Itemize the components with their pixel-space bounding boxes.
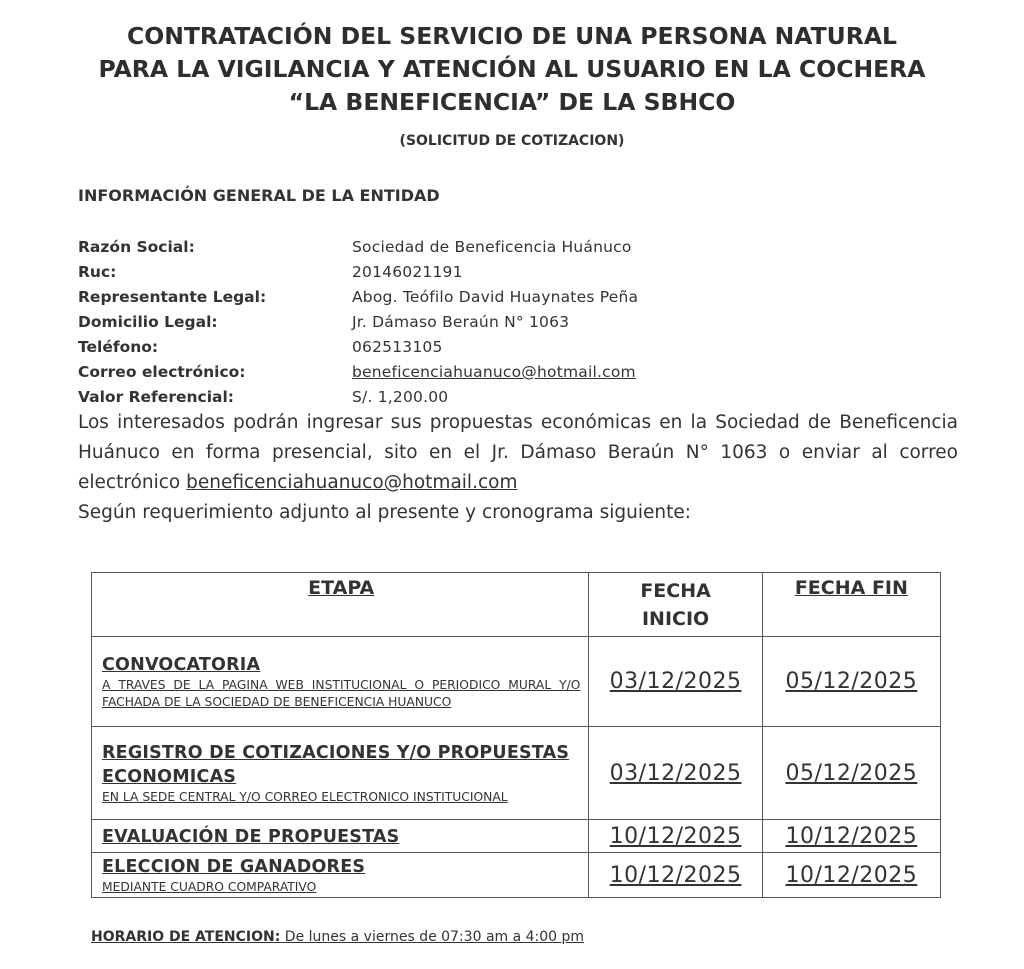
header-fecha-inicio-text: FECHA INICIO	[640, 580, 711, 630]
info-row-razon-social	[78, 235, 638, 260]
office-hours-text: De lunes a viernes de 07:30 am a 4:00 pm	[284, 929, 585, 945]
etapa-title: EVALUACIÓN DE PROPUESTAS	[102, 826, 400, 847]
info-value: Jr. Dámaso Beraún N° 1063	[352, 313, 570, 331]
table-row	[92, 727, 941, 820]
info-value: Abog. Teófilo David Huaynates Peña	[352, 288, 639, 306]
info-label: Teléfono:	[78, 338, 159, 356]
section-heading: INFORMACIÓN GENERAL DE LA ENTIDAD	[78, 186, 440, 205]
info-label: Representante Legal:	[78, 288, 267, 306]
etapa-title: ELECCION DE GANADORES	[102, 857, 366, 877]
table-row	[92, 637, 941, 727]
info-row-ruc	[78, 260, 638, 285]
info-row-correo	[78, 360, 638, 385]
table-header-row	[92, 573, 941, 637]
table-row	[92, 820, 941, 853]
info-row-valor	[78, 385, 638, 410]
instructions-paragraph	[78, 408, 958, 528]
instructions-line-2: Según requerimiento adjunto al presente y cronograma siguiente:	[78, 502, 692, 523]
office-hours	[91, 929, 584, 945]
schedule-table	[91, 572, 941, 898]
etapa-desc: EN LA SEDE CENTRAL Y/O CORREO ELECTRONICO INSTITUCIONAL	[102, 790, 508, 804]
info-label: Domicilio Legal:	[78, 313, 218, 331]
fecha-fin-cell: 10/12/2025	[762, 820, 940, 853]
info-label: Valor Referencial:	[78, 388, 234, 406]
etapa-cell	[92, 727, 589, 820]
info-row-telefono	[78, 335, 638, 360]
info-label: Ruc:	[78, 263, 117, 281]
info-label: Correo electrónico:	[78, 363, 246, 381]
fecha-fin-cell: 05/12/2025	[762, 727, 940, 820]
header-etapa: ETAPA	[92, 573, 589, 637]
fecha-inicio-cell: 03/12/2025	[589, 727, 762, 820]
fecha-inicio-cell: 10/12/2025	[589, 853, 762, 898]
etapa-cell	[92, 637, 589, 727]
etapa-desc: MEDIANTE CUADRO COMPARATIVO	[102, 880, 317, 894]
info-label: Razón Social:	[78, 238, 195, 256]
email-link[interactable]: beneficenciahuanuco@hotmail.com	[352, 363, 636, 381]
info-value: S/. 1,200.00	[352, 388, 449, 406]
header-fecha-fin: FECHA FIN	[762, 573, 940, 637]
fecha-inicio-cell: 03/12/2025	[589, 637, 762, 727]
office-hours-label: HORARIO DE ATENCION:	[91, 929, 281, 945]
title-line-3: “LA BENEFICENCIA” DE LA SBHCO	[288, 88, 736, 116]
fecha-fin-cell: 05/12/2025	[762, 637, 940, 727]
instructions-line-1	[78, 408, 958, 498]
paragraph-email-link[interactable]: beneficenciahuanuco@hotmail.com	[186, 472, 518, 493]
etapa-title: CONVOCATORIA	[102, 655, 261, 675]
table-row	[92, 853, 941, 898]
header-fecha-inicio	[589, 573, 762, 637]
info-value: 20146021191	[352, 263, 463, 281]
entity-info	[78, 235, 638, 410]
info-value: Sociedad de Beneficencia Huánuco	[352, 238, 632, 256]
etapa-desc: A TRAVES DE LA PAGINA WEB INSTITUCIONAL O PERIODICO MURAL Y/O FACHADA DE LA SOCIEDAD DE BENEFICENCIA HUANUCO	[102, 678, 581, 709]
title-line-1: CONTRATACIÓN DEL SERVICIO DE UNA PERSONA NATURAL	[126, 22, 898, 50]
etapa-cell	[92, 820, 589, 853]
etapa-title: REGISTRO DE COTIZACIONES Y/O PROPUESTAS ECONOMICAS	[102, 743, 570, 787]
title-line-2: PARA LA VIGILANCIA Y ATENCIÓN AL USUARIO EN LA COCHERA	[98, 55, 926, 83]
document-title	[60, 20, 964, 119]
etapa-cell	[92, 853, 589, 898]
info-row-domicilio	[78, 310, 638, 335]
info-value: 062513105	[352, 338, 443, 356]
info-row-representante	[78, 285, 638, 310]
document-subtitle: (SOLICITUD DE COTIZACION)	[399, 133, 625, 149]
fecha-inicio-cell: 10/12/2025	[589, 820, 762, 853]
instructions-text: Los interesados podrán ingresar sus propuestas económicas en la Sociedad de Beneficencia Huánuco en forma presencial, sito en el Jr. Dámaso Beraún N° 1063 o enviar al correo electrónico	[78, 412, 958, 493]
fecha-fin-cell: 10/12/2025	[762, 853, 940, 898]
